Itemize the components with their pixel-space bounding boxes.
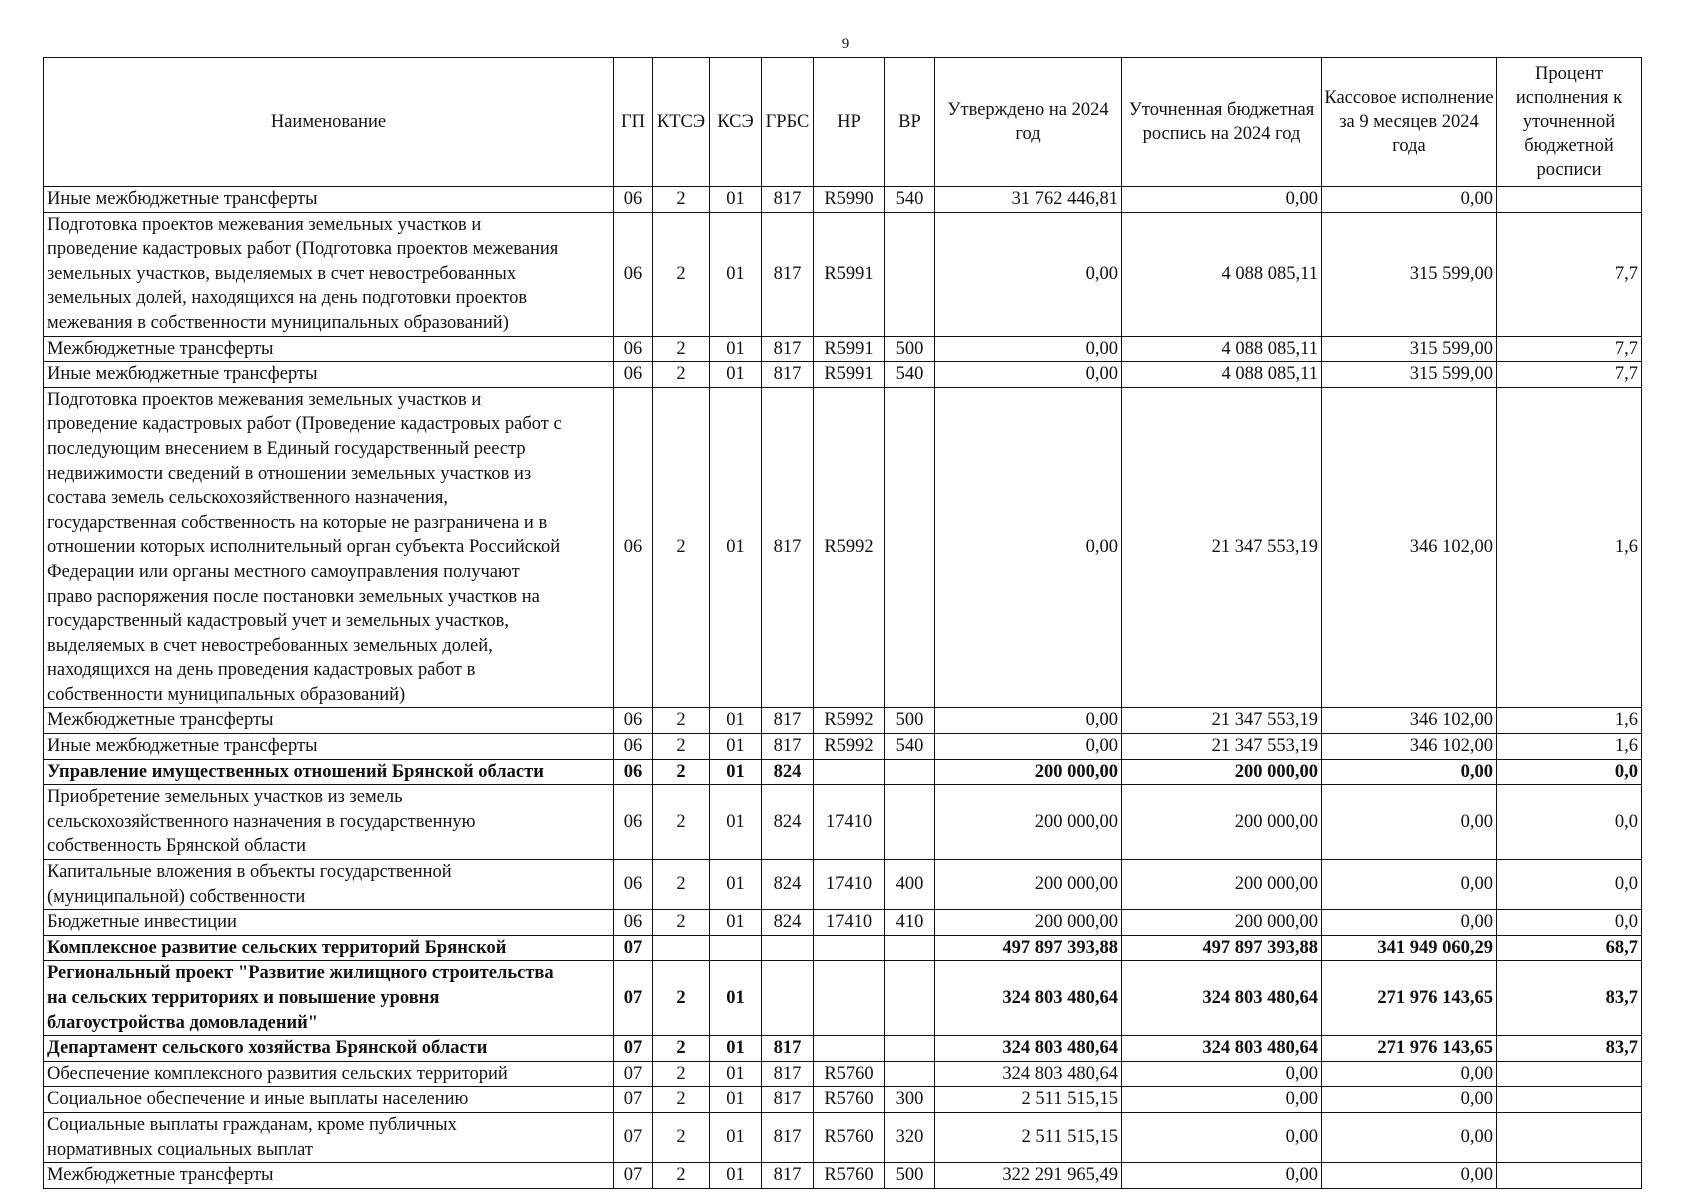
cell-ktse: 2 <box>653 759 710 785</box>
header-executed: Кассовое исполнение за 9 месяцев 2024 года <box>1322 58 1497 187</box>
header-percent: Процент исполнения к уточненной бюджетной росписи <box>1497 58 1642 187</box>
cell-np: R5760 <box>814 1061 885 1087</box>
cell-ktse: 2 <box>653 187 710 213</box>
cell-kse: 01 <box>710 362 762 388</box>
cell-grbs: 824 <box>762 910 814 936</box>
cell-kse: 01 <box>710 759 762 785</box>
cell-approved: 31 762 446,81 <box>935 187 1122 213</box>
cell-kse: 01 <box>710 336 762 362</box>
cell-np: 17410 <box>814 860 885 910</box>
cell-executed: 0,00 <box>1322 785 1497 860</box>
cell-np <box>814 935 885 961</box>
header-grbs: ГРБС <box>762 58 814 187</box>
cell-approved: 324 803 480,64 <box>935 1036 1122 1062</box>
cell-approved: 322 291 965,49 <box>935 1163 1122 1189</box>
cell-refined: 0,00 <box>1122 1112 1322 1162</box>
cell-kse: 01 <box>710 860 762 910</box>
cell-percent: 0,0 <box>1497 910 1642 936</box>
cell-approved: 200 000,00 <box>935 785 1122 860</box>
cell-gp: 06 <box>614 910 653 936</box>
row-name: Региональный проект "Развитие жилищного строительства на сельских территориях и повышение уровня благоустройства домовладений" <box>44 961 614 1036</box>
cell-np: R5991 <box>814 212 885 336</box>
cell-refined: 0,00 <box>1122 1061 1322 1087</box>
cell-refined: 497 897 393,88 <box>1122 935 1322 961</box>
row-name: Социальное обеспечение и иные выплаты населению <box>44 1087 614 1113</box>
cell-approved: 2 511 515,15 <box>935 1087 1122 1113</box>
cell-refined: 324 803 480,64 <box>1122 1036 1322 1062</box>
cell-executed: 315 599,00 <box>1322 212 1497 336</box>
cell-executed: 0,00 <box>1322 1112 1497 1162</box>
cell-percent: 0,0 <box>1497 860 1642 910</box>
cell-vr <box>885 759 935 785</box>
cell-ktse: 2 <box>653 961 710 1036</box>
table-row <box>44 187 1642 213</box>
cell-ktse: 2 <box>653 734 710 760</box>
cell-grbs: 817 <box>762 336 814 362</box>
table-row <box>44 910 1642 936</box>
cell-percent <box>1497 1061 1642 1087</box>
table-row <box>44 785 1642 860</box>
cell-gp: 07 <box>614 1112 653 1162</box>
cell-gp: 07 <box>614 1087 653 1113</box>
table-row <box>44 1112 1642 1162</box>
cell-executed: 0,00 <box>1322 187 1497 213</box>
cell-refined: 21 347 553,19 <box>1122 708 1322 734</box>
header-kse: КСЭ <box>710 58 762 187</box>
cell-vr <box>885 961 935 1036</box>
page-number: 9 <box>841 36 850 52</box>
header-approved: Утверждено на 2024 год <box>935 58 1122 187</box>
table-row <box>44 1036 1642 1062</box>
cell-grbs: 817 <box>762 1087 814 1113</box>
cell-refined: 21 347 553,19 <box>1122 387 1322 708</box>
cell-percent: 7,7 <box>1497 362 1642 388</box>
cell-ktse: 2 <box>653 336 710 362</box>
cell-refined: 200 000,00 <box>1122 759 1322 785</box>
table-row <box>44 212 1642 336</box>
cell-percent: 68,7 <box>1497 935 1642 961</box>
cell-grbs: 817 <box>762 708 814 734</box>
row-name: Подготовка проектов межевания земельных участков и проведение кадастровых работ (Подготовка проектов межевания земельных участков, выделяемых в счет невостребованных земельных долей, находящихся на день подготовки проектов межевания в собственности муниципальных образований) <box>44 212 614 336</box>
cell-vr: 500 <box>885 336 935 362</box>
cell-gp: 07 <box>614 961 653 1036</box>
cell-vr <box>885 935 935 961</box>
cell-kse: 01 <box>710 910 762 936</box>
header-ktse: КТСЭ <box>653 58 710 187</box>
cell-grbs: 817 <box>762 1163 814 1189</box>
cell-approved: 324 803 480,64 <box>935 961 1122 1036</box>
cell-executed: 0,00 <box>1322 1163 1497 1189</box>
row-name: Социальные выплаты гражданам, кроме публичных нормативных социальных выплат <box>44 1112 614 1162</box>
cell-refined: 21 347 553,19 <box>1122 734 1322 760</box>
cell-ktse: 2 <box>653 910 710 936</box>
cell-percent <box>1497 1112 1642 1162</box>
table-row <box>44 362 1642 388</box>
cell-gp: 06 <box>614 785 653 860</box>
cell-np: R5760 <box>814 1087 885 1113</box>
row-name: Приобретение земельных участков из земель сельскохозяйственного назначения в государственную собственность Брянской области <box>44 785 614 860</box>
cell-np <box>814 759 885 785</box>
table-row <box>44 759 1642 785</box>
cell-approved: 0,00 <box>935 362 1122 388</box>
cell-gp: 06 <box>614 708 653 734</box>
cell-vr <box>885 212 935 336</box>
row-name: Межбюджетные трансферты <box>44 708 614 734</box>
row-name: Департамент сельского хозяйства Брянской области <box>44 1036 614 1062</box>
cell-executed: 0,00 <box>1322 1087 1497 1113</box>
cell-vr: 500 <box>885 1163 935 1189</box>
cell-approved: 0,00 <box>935 387 1122 708</box>
cell-approved: 2 511 515,15 <box>935 1112 1122 1162</box>
cell-kse: 01 <box>710 961 762 1036</box>
cell-grbs: 817 <box>762 1061 814 1087</box>
cell-np <box>814 961 885 1036</box>
cell-np: R5760 <box>814 1112 885 1162</box>
cell-ktse: 2 <box>653 1087 710 1113</box>
cell-approved: 0,00 <box>935 734 1122 760</box>
cell-executed: 271 976 143,65 <box>1322 961 1497 1036</box>
cell-vr <box>885 785 935 860</box>
cell-executed: 315 599,00 <box>1322 336 1497 362</box>
cell-gp: 07 <box>614 1163 653 1189</box>
cell-executed: 346 102,00 <box>1322 734 1497 760</box>
cell-kse: 01 <box>710 187 762 213</box>
row-name: Межбюджетные трансферты <box>44 336 614 362</box>
row-name: Межбюджетные трансферты <box>44 1163 614 1189</box>
cell-ktse <box>653 935 710 961</box>
table-row <box>44 1163 1642 1189</box>
cell-executed: 315 599,00 <box>1322 362 1497 388</box>
cell-np: R5992 <box>814 708 885 734</box>
cell-vr: 300 <box>885 1087 935 1113</box>
row-name: Иные межбюджетные трансферты <box>44 734 614 760</box>
cell-gp: 06 <box>614 212 653 336</box>
cell-refined: 200 000,00 <box>1122 785 1322 860</box>
cell-ktse: 2 <box>653 708 710 734</box>
cell-executed: 0,00 <box>1322 759 1497 785</box>
table-row <box>44 387 1642 708</box>
cell-executed: 0,00 <box>1322 910 1497 936</box>
cell-ktse: 2 <box>653 1112 710 1162</box>
cell-kse: 01 <box>710 212 762 336</box>
cell-percent: 1,6 <box>1497 708 1642 734</box>
cell-percent: 1,6 <box>1497 734 1642 760</box>
cell-approved: 200 000,00 <box>935 759 1122 785</box>
cell-approved: 200 000,00 <box>935 860 1122 910</box>
cell-approved: 0,00 <box>935 708 1122 734</box>
cell-gp: 06 <box>614 336 653 362</box>
table-row <box>44 708 1642 734</box>
row-name: Иные межбюджетные трансферты <box>44 187 614 213</box>
cell-vr: 410 <box>885 910 935 936</box>
cell-grbs: 817 <box>762 387 814 708</box>
cell-refined: 324 803 480,64 <box>1122 961 1322 1036</box>
cell-vr <box>885 387 935 708</box>
cell-refined: 4 088 085,11 <box>1122 362 1322 388</box>
cell-grbs <box>762 935 814 961</box>
cell-np: R5992 <box>814 734 885 760</box>
header-name: Наименование <box>44 58 614 187</box>
cell-approved: 0,00 <box>935 336 1122 362</box>
cell-vr: 320 <box>885 1112 935 1162</box>
cell-gp: 06 <box>614 734 653 760</box>
cell-refined: 0,00 <box>1122 187 1322 213</box>
row-name: Управление имущественных отношений Брянской области <box>44 759 614 785</box>
cell-kse: 01 <box>710 1036 762 1062</box>
header-np: НР <box>814 58 885 187</box>
header-gp: ГП <box>614 58 653 187</box>
cell-ktse: 2 <box>653 860 710 910</box>
cell-refined: 4 088 085,11 <box>1122 336 1322 362</box>
cell-refined: 0,00 <box>1122 1087 1322 1113</box>
table-body <box>44 187 1642 1189</box>
cell-grbs: 817 <box>762 212 814 336</box>
cell-kse: 01 <box>710 1163 762 1189</box>
header-vr: ВР <box>885 58 935 187</box>
cell-percent: 7,7 <box>1497 212 1642 336</box>
cell-vr: 540 <box>885 362 935 388</box>
cell-kse: 01 <box>710 1112 762 1162</box>
cell-vr: 540 <box>885 187 935 213</box>
cell-refined: 200 000,00 <box>1122 860 1322 910</box>
cell-gp: 06 <box>614 187 653 213</box>
cell-percent: 0,0 <box>1497 785 1642 860</box>
row-name: Иные межбюджетные трансферты <box>44 362 614 388</box>
cell-ktse: 2 <box>653 785 710 860</box>
cell-grbs: 824 <box>762 759 814 785</box>
table-row <box>44 961 1642 1036</box>
cell-refined: 4 088 085,11 <box>1122 212 1322 336</box>
cell-percent <box>1497 187 1642 213</box>
cell-approved: 324 803 480,64 <box>935 1061 1122 1087</box>
cell-vr <box>885 1036 935 1062</box>
cell-ktse: 2 <box>653 1061 710 1087</box>
cell-percent: 1,6 <box>1497 387 1642 708</box>
table-row <box>44 935 1642 961</box>
cell-executed: 346 102,00 <box>1322 387 1497 708</box>
cell-percent: 83,7 <box>1497 1036 1642 1062</box>
cell-grbs <box>762 961 814 1036</box>
row-name: Комплексное развитие сельских территорий Брянской <box>44 935 614 961</box>
cell-kse: 01 <box>710 708 762 734</box>
table-row <box>44 336 1642 362</box>
cell-np: R5990 <box>814 187 885 213</box>
cell-gp: 06 <box>614 759 653 785</box>
cell-np <box>814 1036 885 1062</box>
cell-kse: 01 <box>710 1061 762 1087</box>
cell-percent: 83,7 <box>1497 961 1642 1036</box>
cell-np: 17410 <box>814 785 885 860</box>
header-row <box>44 58 1642 187</box>
cell-gp: 07 <box>614 935 653 961</box>
cell-executed: 346 102,00 <box>1322 708 1497 734</box>
cell-percent <box>1497 1163 1642 1189</box>
row-name: Обеспечение комплексного развития сельских территорий <box>44 1061 614 1087</box>
cell-ktse: 2 <box>653 212 710 336</box>
cell-percent: 7,7 <box>1497 336 1642 362</box>
cell-executed: 0,00 <box>1322 1061 1497 1087</box>
cell-vr <box>885 1061 935 1087</box>
cell-approved: 497 897 393,88 <box>935 935 1122 961</box>
cell-np: 17410 <box>814 910 885 936</box>
cell-refined: 200 000,00 <box>1122 910 1322 936</box>
cell-kse: 01 <box>710 734 762 760</box>
cell-np: R5991 <box>814 336 885 362</box>
cell-gp: 07 <box>614 1061 653 1087</box>
cell-vr: 540 <box>885 734 935 760</box>
cell-np: R5991 <box>814 362 885 388</box>
cell-gp: 07 <box>614 1036 653 1062</box>
cell-gp: 06 <box>614 387 653 708</box>
cell-kse: 01 <box>710 387 762 708</box>
cell-percent <box>1497 1087 1642 1113</box>
cell-approved: 0,00 <box>935 212 1122 336</box>
cell-executed: 271 976 143,65 <box>1322 1036 1497 1062</box>
cell-ktse: 2 <box>653 387 710 708</box>
budget-table <box>43 57 1642 1189</box>
cell-vr: 500 <box>885 708 935 734</box>
cell-kse: 01 <box>710 785 762 860</box>
cell-np: R5760 <box>814 1163 885 1189</box>
cell-executed: 341 949 060,29 <box>1322 935 1497 961</box>
row-name: Капитальные вложения в объекты государственной (муниципальной) собственности <box>44 860 614 910</box>
table-row <box>44 1087 1642 1113</box>
cell-grbs: 817 <box>762 187 814 213</box>
cell-refined: 0,00 <box>1122 1163 1322 1189</box>
header-refined: Уточненная бюджетная роспись на 2024 год <box>1122 58 1322 187</box>
cell-kse <box>710 935 762 961</box>
table-row <box>44 734 1642 760</box>
cell-ktse: 2 <box>653 362 710 388</box>
cell-ktse: 2 <box>653 1036 710 1062</box>
cell-gp: 06 <box>614 362 653 388</box>
table-row <box>44 1061 1642 1087</box>
row-name: Подготовка проектов межевания земельных участков и проведение кадастровых работ (Проведение кадастровых работ с последующим внесением в Единый государственный реестр недвижимости сведений в отношении земельных участков из состава земель сельскохозяйственного назначения, государственная собственность на которые не разграничена и в отношении которых исполнительный орган субъекта Российской Федерации или органы местного самоуправления получают право распоряжения после постановки земельных участков на государственный кадастровый учет и земельных участков, выделяемых в счет невостребованных земельных долей, находящихся на день проведения кадастровых работ в собственности муниципальных образований) <box>44 387 614 708</box>
cell-approved: 200 000,00 <box>935 910 1122 936</box>
cell-kse: 01 <box>710 1087 762 1113</box>
cell-grbs: 817 <box>762 1112 814 1162</box>
cell-grbs: 817 <box>762 1036 814 1062</box>
row-name: Бюджетные инвестиции <box>44 910 614 936</box>
table-row <box>44 860 1642 910</box>
cell-percent: 0,0 <box>1497 759 1642 785</box>
cell-grbs: 817 <box>762 734 814 760</box>
cell-grbs: 817 <box>762 362 814 388</box>
cell-grbs: 824 <box>762 785 814 860</box>
cell-vr: 400 <box>885 860 935 910</box>
cell-gp: 06 <box>614 860 653 910</box>
cell-grbs: 824 <box>762 860 814 910</box>
cell-executed: 0,00 <box>1322 860 1497 910</box>
cell-np: R5992 <box>814 387 885 708</box>
cell-ktse: 2 <box>653 1163 710 1189</box>
